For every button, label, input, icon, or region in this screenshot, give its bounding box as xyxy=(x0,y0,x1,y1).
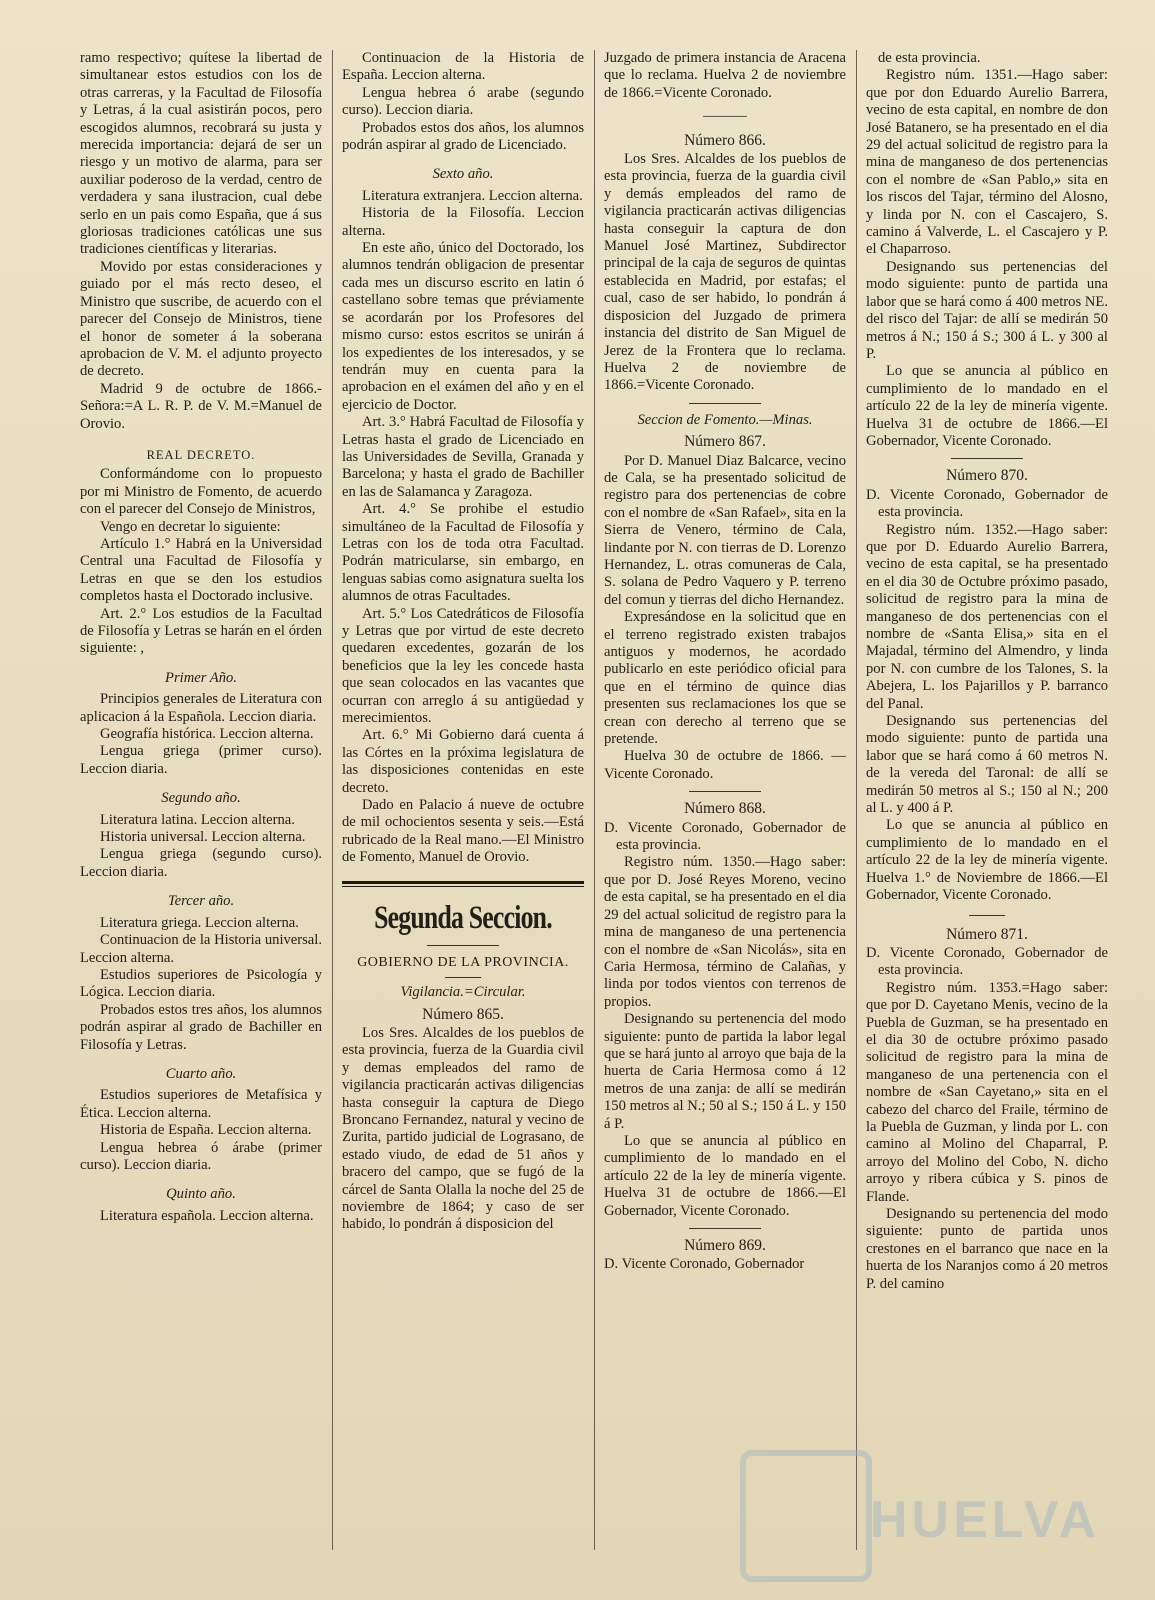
divider xyxy=(689,1228,761,1229)
article: Art. 5.° Los Catedráticos de Filosofía y Letras que por virtud de este decreto quedaren excedentes, gozarán de los beneficios que la ley les concede hasta que sean colocados en las vacantes que ocurran con arreglo á su antigüedad y merecimientos. xyxy=(342,605,584,727)
column-divider xyxy=(332,50,333,1550)
article: Art. 4.° Se prohibe el estudio simultáneo de la Facultad de Filosofía y Letras con los de toda otra Facultad. Podrán matricularse, sin embargo, en lenguas sabias como asignatura suelta los alumnos de otras Facultades. xyxy=(342,501,584,605)
divider xyxy=(951,458,1023,459)
gobernador-heading-cont: de esta provincia. xyxy=(878,50,981,66)
paragraph: Lo que se anuncia al público en cumplimiento de lo mandado en el artículo 22 de la ley de minería vigente. Huelva 31 de octubre de 1866.—El Gobernador, Vicente Coronado. xyxy=(866,363,1108,449)
shield-icon xyxy=(740,1450,872,1582)
real-decreto-heading: REAL DECRETO. xyxy=(146,447,256,462)
paragraph: ramo respectivo; quítese la libertad de simultanear estos estudios con los de otras carreras, y la Facultad de Filosofía y Letras, á la cual asistirán pocos, pero escogidos alumnos, recobrará su justa y merecida importancia: dejará de ser un riesgo y un motivo de alarma, para ser auxiliar poderoso de la verdad, centro de verdadera y sana ilustracion, cual debe serlo en un pais como España, que á sus gloriosas tradiciones católicas une sus tradiciones científicas y literarias. xyxy=(80,50,322,258)
course-item: Estudios superiores de Metafísica y Ética. Leccion alterna. xyxy=(80,1087,322,1121)
numero-865: Número 865. xyxy=(422,1005,504,1023)
divider xyxy=(689,403,761,404)
paragraph: Movido por estas consideraciones y guiado por el más recto deseo, el Ministro que suscribe, de acuerdo con el parecer del Consejo de Ministros, tiene el honor de someter á la soberana aprobacion de V. M. el adjunto proyecto de decreto. xyxy=(80,258,322,380)
paragraph: Designando su pertenencia del modo siguiente: punto de partida unos crestones en el barranco que nace en la huerta de los Naranjos como á 20 metros P. del camino xyxy=(866,1206,1108,1292)
paragraph: Designando sus pertenencias del modo siguiente: punto de partida una labor que se hará como á 400 metros NE. del risco del Tajar: de allí se medirán 50 metros á N.; 150 á S.; 300 á L. y 300 al P. xyxy=(866,258,1108,362)
dash-separator: ——— xyxy=(703,108,747,125)
paragraph: Registro núm. 1353.=Hago saber: que por D. Cayetano Menis, vecino de la Puebla de Guzman, se ha presentado en el dia 30 de octubre próximo pasado solicitud de registro para la mina de manganeso de una pertenencia con el nombre de «San Cayetano,» sita en el cabezo del charco del Fraile, término de la Puebla de Guzman, y linda por L. con camino al Molino del Chaparral, P. arroyo del Molino del Cobo, N. dicho arroyo y ribera cúbica y S. pinos de Flande. xyxy=(866,979,1108,1205)
numero-867: Número 867. xyxy=(684,433,766,451)
paragraph: Conformándome con lo propuesto por mi Ministro de Fomento, de acuerdo con el parecer del Consejo de Ministros, xyxy=(80,466,322,518)
course-item: Continuacion de la Historia universal. Leccion alterna. xyxy=(80,932,322,966)
fomento-heading: Seccion de Fomento.—Minas. xyxy=(637,411,813,428)
course-item: Literatura extranjera. Leccion alterna. xyxy=(362,187,583,204)
column-divider xyxy=(856,50,857,1550)
year-heading-segundo: Segundo año. xyxy=(161,790,241,807)
vigilancia-heading: Vigilancia.=Circular. xyxy=(400,984,526,1001)
column-3 xyxy=(604,50,846,1274)
course-item: Geografía histórica. Leccion alterna. xyxy=(100,726,314,743)
section-rule xyxy=(342,881,584,887)
course-item: Continuacion de la Historia de España. Leccion alterna. xyxy=(342,50,584,84)
year-heading-quinto: Quinto año. xyxy=(166,1186,236,1203)
paragraph: Registro núm. 1351.—Hago saber: que por don Eduardo Aurelio Barrera, vecino de esta capital, en nombre de don José Batanero, se ha presentado en el dia 29 del actual solicitud de registro para la mina de manganeso de dos pertenencias con el nombre de «San Pablo,» sita en los riscos del Tajar, término del Alosno, y linda por N. con el Cascajero, S. camino á Valverde, L. el Cascajero y P. el Chaparroso. xyxy=(866,67,1108,258)
course-item: Literatura griega. Leccion alterna. xyxy=(100,914,299,931)
divider xyxy=(969,915,1005,916)
course-item: Lengua hebrea ó árabe (primer curso). Leccion diaria. xyxy=(80,1139,322,1173)
course-item: Historia de España. Leccion alterna. xyxy=(100,1122,312,1139)
column-divider xyxy=(594,50,595,1550)
paragraph: Lo que se anuncia al público en cumplimiento de lo mandado en el artículo 22 de la ley de minería vigente. Huelva 1.° de Noviembre de 1866.—El Gobernador, Vicente Coronado. xyxy=(866,817,1108,904)
paragraph: Designando su pertenencia del modo siguiente: punto de partida la labor legal que se hará junto al arroyo que baja de la huerta de Caria Hermosa como á 12 metros de una zanja: de allí se medirán 150 metros al N.; 50 al S.; 150 á L. y 150 á P. xyxy=(604,1011,846,1132)
paragraph: Juzgado de primera instancia de Aracena que lo reclama. Huelva 2 de noviembre de 1866.=Vicente Coronado. xyxy=(604,50,846,101)
divider xyxy=(445,977,481,978)
gobernador-heading: D. Vicente Coronado, Gobernador de esta provincia. xyxy=(604,819,846,854)
numero-871: Número 871. xyxy=(946,925,1028,943)
year-heading-tercer: Tercer año. xyxy=(167,893,235,910)
archive-watermark xyxy=(740,1450,1140,1580)
paragraph: Por D. Manuel Diaz Balcarce, vecino de Cala, se ha presentado solicitud de registro para dos pertenencias de cobre con el nombre de «San Rafael», sita en la Sierra de Venero, término de Cala, lindante por N. con tierras de D. Lorenzo Hernandez, L. otras comuneras de Cala, S. solana de Pedro Vaquero y P. terreno del comun y tierras del dicho Hernandez. xyxy=(604,452,846,608)
paragraph: Registro núm. 1350.—Hago saber: que por D. José Reyes Moreno, vecino de esta capital, se ha presentado en el dia 29 del actual solicitud de registro para la mina de manganeso de una pertenencia con el nombre de «San Nicolás», sita en Caria Hermosa, término de Calañas, y linda por todos vientos con terrenos de propios. xyxy=(604,854,846,1010)
paragraph: Vengo en decretar lo siguiente: xyxy=(100,518,281,535)
gobierno-heading: GOBIERNO DE LA PROVINCIA. xyxy=(357,954,569,970)
gobernador-heading: D. Vicente Coronado, Gobernador xyxy=(604,1256,805,1273)
course-item: Historia de la Filosofía. Leccion alterna. xyxy=(342,205,584,239)
course-item: Probados estos tres años, los alumnos podrán aspirar al grado de Bachiller en Filosofía y Letras. xyxy=(80,1001,322,1053)
article: Art. 6.° Mi Gobierno dará cuenta á las Córtes en la próxima legislatura de las disposiciones contenidas en este decreto. xyxy=(342,727,584,796)
paragraph: Art. 2.° Los estudios de la Facultad de Filosofía y Letras se harán en el órden siguiente: , xyxy=(80,605,322,657)
divider xyxy=(689,791,761,792)
numero-870: Número 870. xyxy=(946,467,1028,485)
column-4 xyxy=(866,50,1108,1293)
paragraph: Lo que se anuncia al público en cumplimiento de lo mandado en el artículo 22 de la ley de minería vigente. Huelva 31 de octubre de 1866.—El Gobernador, Vicente Coronado. xyxy=(604,1132,846,1219)
year-heading-primer: Primer Año. xyxy=(165,669,237,686)
watermark-text: HUELVA xyxy=(870,1491,1101,1549)
paragraph: Designando sus pertenencias del modo siguiente: punto de partida una labor que se hará como á 60 metros N. de la vereda del Taronal: de allí se medirán 50 metros al S.; 150 al N.; 200 al L. y 400 á P. xyxy=(866,713,1108,817)
course-item: Estudios superiores de Psicología y Lógica. Leccion diaria. xyxy=(80,966,322,1001)
course-item: Literatura española. Leccion alterna. xyxy=(100,1207,314,1224)
numero-866: Número 866. xyxy=(684,131,766,149)
paragraph: Probados estos dos años, los alumnos podrán aspirar al grado de Licenciado. xyxy=(342,119,584,154)
paragraph: Los Sres. Alcaldes de los pueblos de esta provincia, fuerza de la Guardia civil y demas empleados del ramo de vigilancia practicarán activas diligencias hasta conseguir la captura de Diego Broncano Fernandez, natural y vecino de Zurita, partido judicial de Lograsano, de estado viudo, de edad de 51 años y bracero del campo, que se fugó de la cárcel de Santa Olalla la noche del 25 de noviembre de 1864; y caso de ser habido, lo pondrán á disposicion del xyxy=(342,1024,584,1233)
article: Art. 3.° Habrá Facultad de Filosofía y Letras hasta el grado de Licenciado en las Universidades de Sevilla, Granada y Barcelona; y hasta el grado de Bachiller en las de Salamanca y Zaragoza. xyxy=(342,414,584,500)
course-item: Principios generales de Literatura con aplicacion á la Española. Leccion diaria. xyxy=(80,691,322,725)
column-2 xyxy=(342,50,584,1234)
paragraph: Huelva 30 de octubre de 1866. —Vicente Coronado. xyxy=(604,748,846,782)
course-item: Literatura latina. Leccion alterna. xyxy=(100,811,295,828)
paragraph: En este año, único del Doctorado, los alumnos tendrán obligacion de presentar cada mes un discurso escrito en latin ó castellano sobre temas que préviamente se acordarán por los Profesores del mismo curso: estos escritos se unirán á los expedientes de los interesados, y se tendrán muy en cuenta para la aprobacion en el exámen del año y en el ejercicio de Doctor. xyxy=(342,240,584,413)
gobernador-heading: D. Vicente Coronado, Gobernador de esta provincia. xyxy=(866,944,1108,979)
paragraph: Artículo 1.° Habrá en la Universidad Central una Facultad de Filosofía y Letras en que se den los estudios completos hasta el Doctorado inclusive. xyxy=(80,535,322,605)
course-item: Lengua griega (primer curso). Leccion diaria. xyxy=(80,743,322,777)
year-heading-sexto: Sexto año. xyxy=(432,166,494,183)
paragraph: Registro núm. 1352.—Hago saber: que por D. Eduardo Aurelio Barrera, vecino de esta capital, se ha presentado en el dia 30 de Octubre próximo pasado, solicitud de registro para la mina de manganeso de dos pertenencias con el nombre de «Santa Elisa,» sita en el Majadal, término del Almendro, y linda por N. con cumbre de los Talones, S. la Abejera, L. los Pajarillos y P. barranco del Panal. xyxy=(866,521,1108,712)
paragraph: Expresándose en la solicitud que en el terreno registrado existen trabajos antiguos y modernos, he acordado publicarlo en este periódico oficial para que en el término de quince dias presenten sus reclamaciones los que se crean con derecho al terreno que se pretende. xyxy=(604,609,846,748)
course-item: Lengua hebrea ó arabe (segundo curso). Leccion diaria. xyxy=(342,84,584,119)
paragraph: Dado en Palacio á nueve de octubre de mil ochocientos sesenta y seis.—Está rubricado de la Real mano.—El Ministro de Fomento, Manuel de Orovio. xyxy=(342,797,584,866)
segunda-seccion-title: Segunda Seccion. xyxy=(374,899,552,936)
numero-869: Número 869. xyxy=(684,1237,766,1254)
paragraph: Los Sres. Alcaldes de los pueblos de esta provincia, fuerza de la guardia civil y demás empleados del ramo de vigilancia practicarán activas diligencias hasta conseguir la captura de don Manuel José Martinez, Subdirector principal de la caja de seguros de quintas establecida en Madrid, por estafas; el cual, caso de ser habido, lo pondrán á disposicion del Juzgado de primera instancia del distrito de San Miguel de Jerez de la Frontera que lo reclama. Huelva 2 de noviembre de 1866.=Vicente Coronado. xyxy=(604,151,846,394)
divider xyxy=(427,945,499,946)
gobernador-heading: D. Vicente Coronado, Gobernador de esta provincia. xyxy=(866,486,1108,521)
column-1 xyxy=(80,50,322,1225)
course-item: Lengua griega (segundo curso). Leccion diaria. xyxy=(80,846,322,880)
paragraph: Madrid 9 de octubre de 1866.-Señora:=A L. R. P. de V. M.=Manuel de Orovio. xyxy=(80,380,322,432)
year-heading-cuarto: Cuarto año. xyxy=(165,1065,237,1082)
course-item: Historia universal. Leccion alterna. xyxy=(100,829,306,846)
numero-868: Número 868. xyxy=(684,800,766,818)
